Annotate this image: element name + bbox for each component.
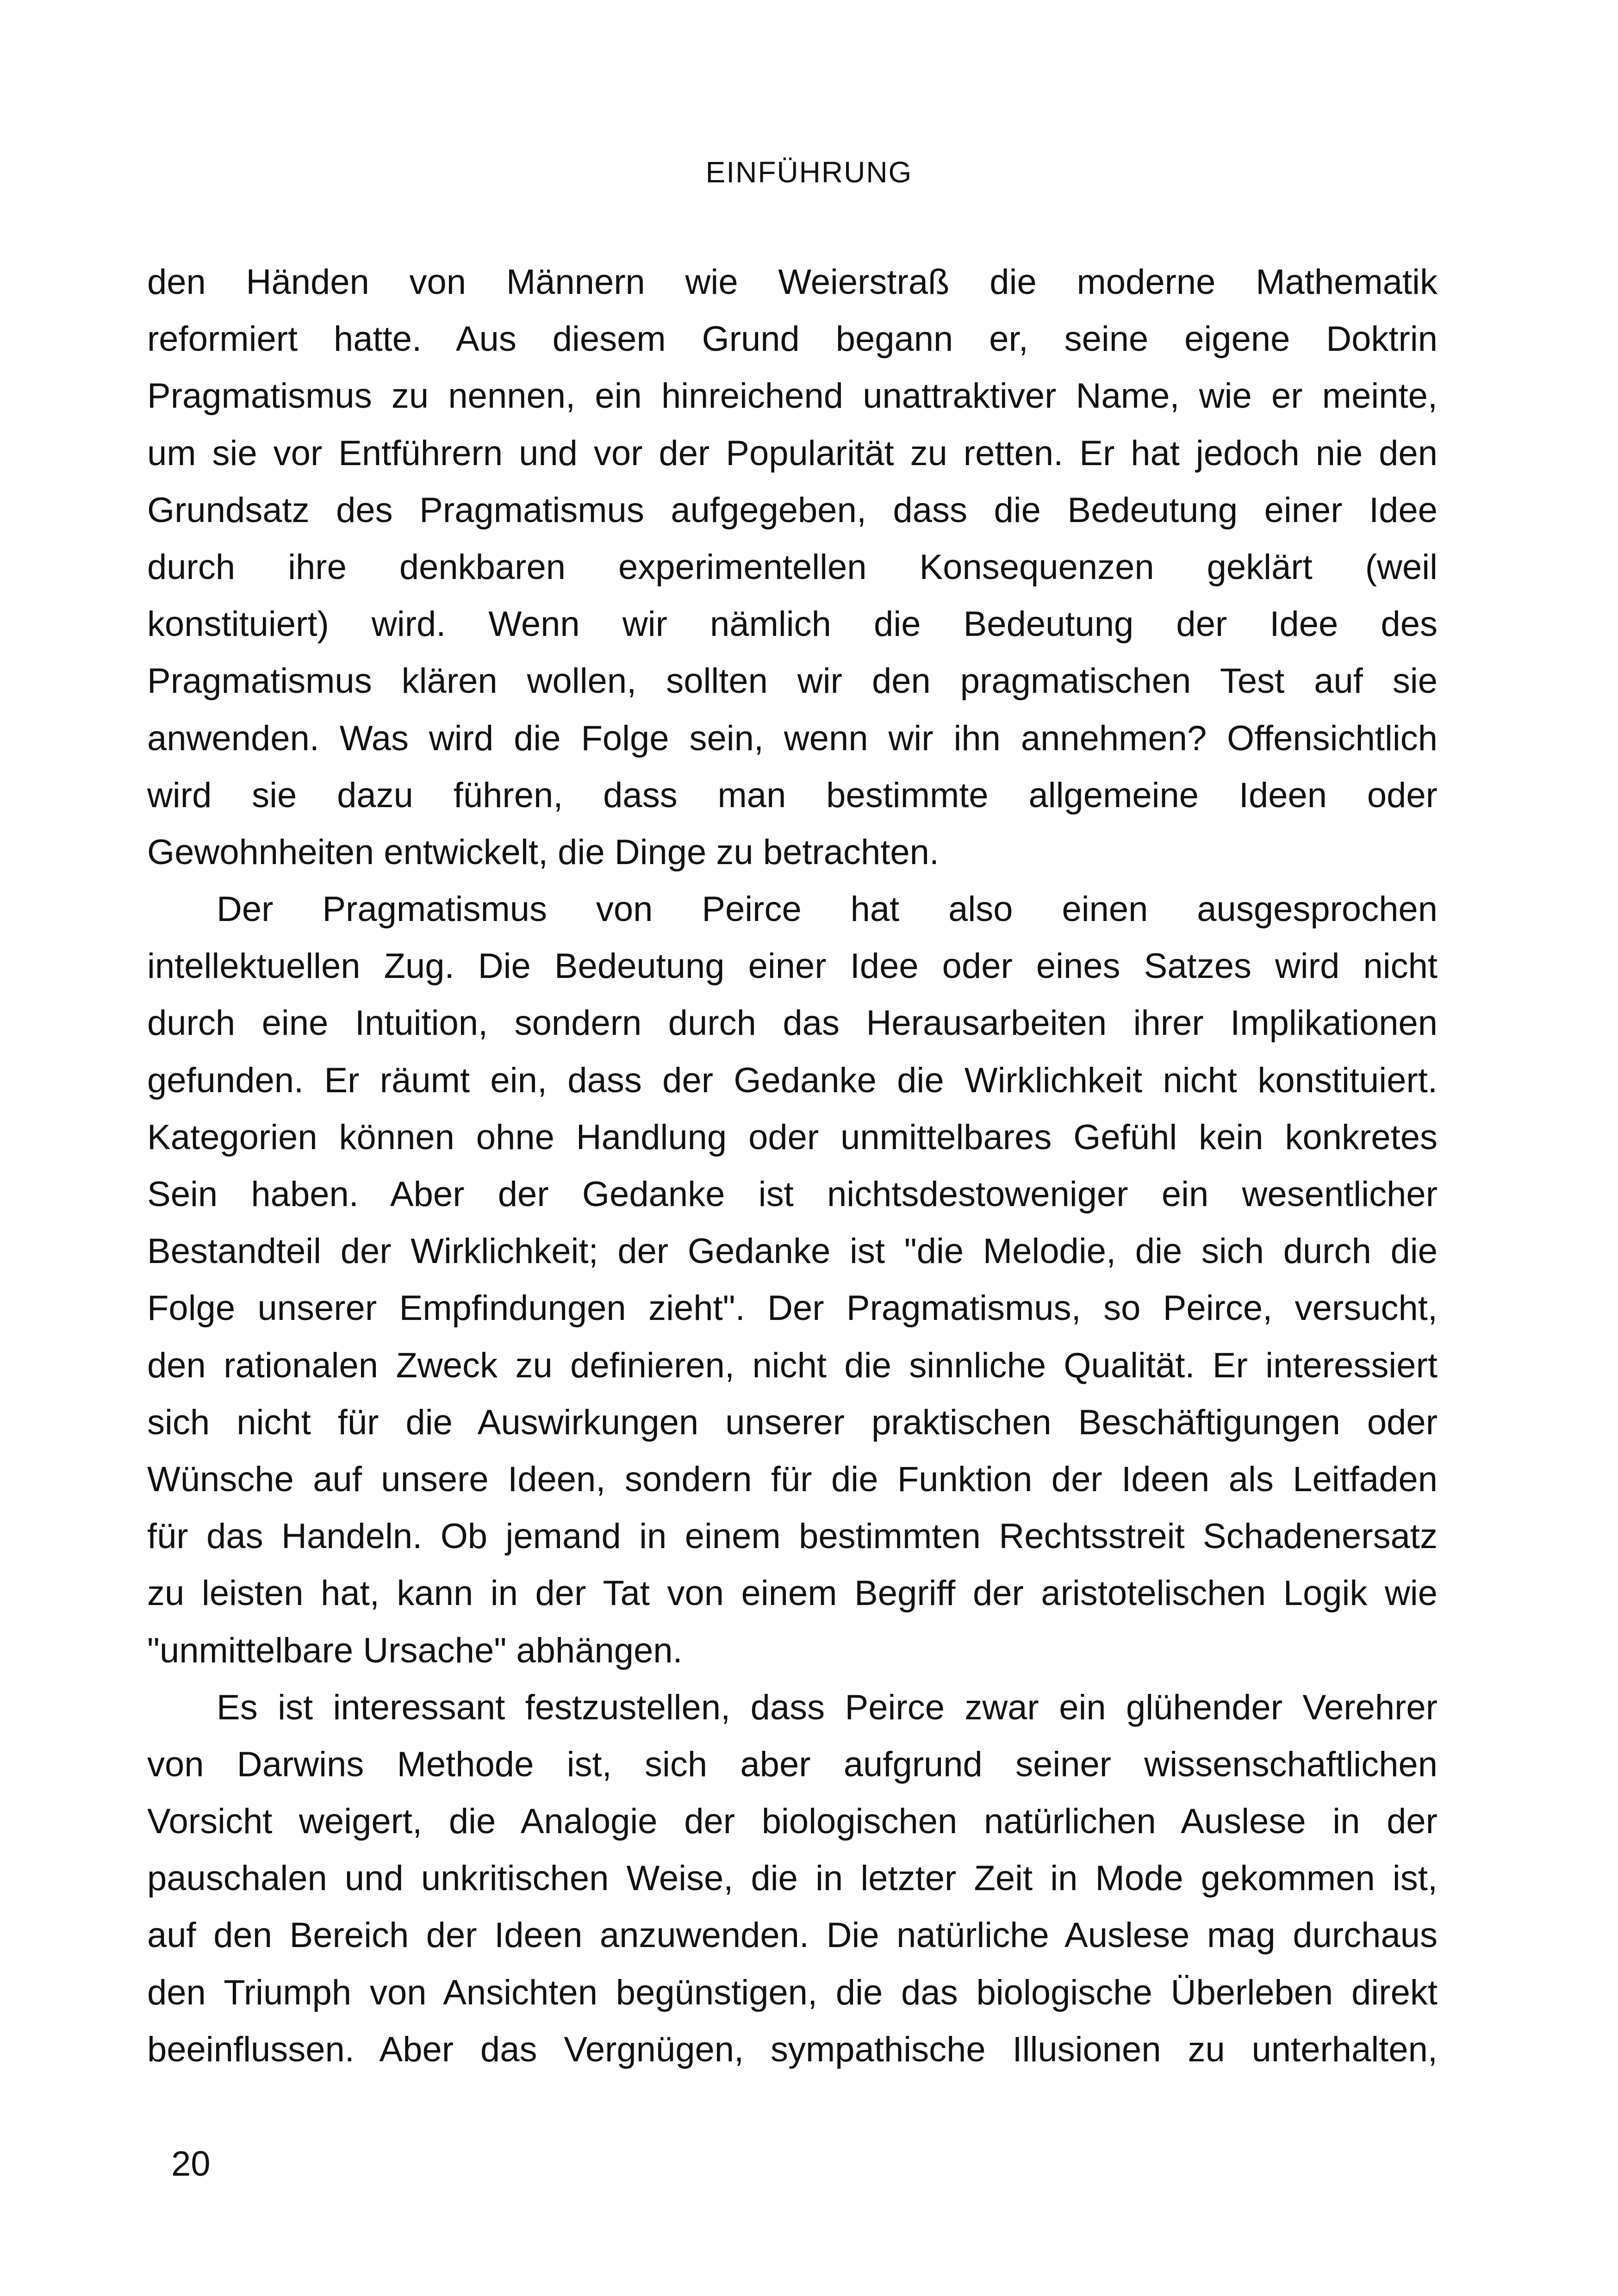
paragraph-3 bbox=[147, 1679, 1438, 2078]
paragraph-1 bbox=[147, 254, 1438, 881]
text-line: den rationalen Zweck zu definieren, nicht die sinnliche Qualität. Er interessiert bbox=[147, 1345, 1438, 1385]
text-line: sich nicht für die Auswirkungen unserer praktischen Beschäftigungen oder bbox=[147, 1402, 1438, 1442]
text-line: zu leisten hat, kann in der Tat von einem Begriff der aristotelischen Logik wie bbox=[147, 1574, 1438, 1613]
text-line: den Händen von Männern wie Weierstraß die moderne Mathematik bbox=[147, 262, 1438, 302]
text-line: auf den Bereich der Ideen anzuwenden. Die natürliche Auslese mag durchaus bbox=[147, 1916, 1438, 1955]
text-line: reformiert hatte. Aus diesem Grund begann er, seine eigene Doktrin bbox=[147, 319, 1438, 359]
text-line: von Darwins Methode ist, sich aber aufgrund seiner wissenschaftlichen bbox=[147, 1744, 1438, 1784]
text-line: Der Pragmatismus von Peirce hat also einen ausgesprochen bbox=[217, 890, 1438, 929]
text-line: anwenden. Was wird die Folge sein, wenn wir ihn annehmen? Offensichtlich bbox=[147, 718, 1438, 758]
text-line: konstituiert) wird. Wenn wir nämlich die Bedeutung der Idee des bbox=[147, 604, 1438, 644]
text-line: Kategorien können ohne Handlung oder unmittelbares Gefühl kein konkretes bbox=[147, 1117, 1438, 1157]
text-line: für das Handeln. Ob jemand in einem bestimmten Rechtsstreit Schadenersatz bbox=[147, 1517, 1438, 1556]
paragraph-2 bbox=[147, 881, 1438, 1679]
text-line: intellektuellen Zug. Die Bedeutung einer Idee oder eines Satzes wird nicht bbox=[147, 946, 1438, 986]
text-line: durch ihre denkbaren experimentellen Konsequenzen geklärt (weil bbox=[147, 547, 1438, 587]
text-line: den Triumph von Ansichten begünstigen, die das biologische Überleben direkt bbox=[147, 1972, 1438, 2012]
text-line: durch eine Intuition, sondern durch das Herausarbeiten ihrer Implikationen bbox=[147, 1003, 1438, 1043]
text-line: "unmittelbare Ursache" abhängen. bbox=[147, 1630, 683, 1670]
text-line: Sein haben. Aber der Gedanke ist nichtsdestoweniger ein wesentlicher bbox=[147, 1175, 1438, 1214]
text-line: wird sie dazu führen, dass man bestimmte allgemeine Ideen oder bbox=[147, 775, 1438, 815]
text-line: Es ist interessant festzustellen, dass Peirce zwar ein glühender Verehrer bbox=[217, 1687, 1438, 1727]
page-number: 20 bbox=[171, 2144, 211, 2184]
text-line: Wünsche auf unsere Ideen, sondern für die Funktion der Ideen als Leitfaden bbox=[147, 1459, 1438, 1499]
text-line: um sie vor Entführern und vor der Popularität zu retten. Er hat jedoch nie den bbox=[147, 433, 1438, 473]
text-line: Bestandteil der Wirklichkeit; der Gedanke ist "die Melodie, die sich durch die bbox=[147, 1232, 1438, 1271]
text-line: gefunden. Er räumt ein, dass der Gedanke die Wirklichkeit nicht konstituiert. bbox=[147, 1060, 1438, 1100]
text-line: Vorsicht weigert, die Analogie der biologischen natürlichen Auslese in der bbox=[147, 1802, 1438, 1842]
text-line: Pragmatismus zu nennen, ein hinreichend unattraktiver Name, wie er meinte, bbox=[147, 376, 1438, 416]
text-line: Grundsatz des Pragmatismus aufgegeben, dass die Bedeutung einer Idee bbox=[147, 490, 1438, 530]
text-line: beeinflussen. Aber das Vergnügen, sympathische Illusionen zu unterhalten, bbox=[147, 2029, 1438, 2069]
text-line: Gewohnheiten entwickelt, die Dinge zu betrachten. bbox=[147, 832, 940, 872]
text-line: Folge unserer Empfindungen zieht". Der Pragmatismus, so Peirce, versucht, bbox=[147, 1288, 1438, 1328]
running-header: EINFÜHRUNG bbox=[705, 156, 913, 189]
body-text bbox=[147, 254, 1438, 2078]
text-line: Pragmatismus klären wollen, sollten wir den pragmatischen Test auf sie bbox=[147, 661, 1438, 701]
text-line: pauschalen und unkritischen Weise, die in letzter Zeit in Mode gekommen ist, bbox=[147, 1859, 1438, 1898]
